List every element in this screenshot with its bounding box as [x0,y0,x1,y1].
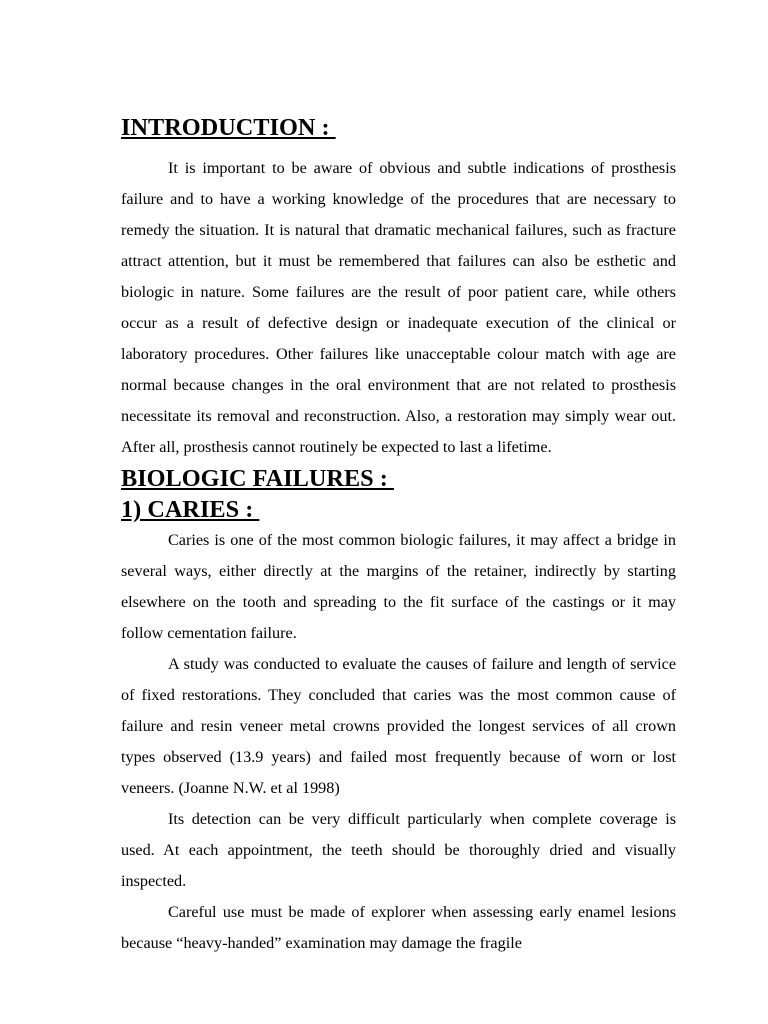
paragraph-caries-2: A study was conducted to evaluate the causes of failure and length of service of fixed restorations. They concluded that caries was the most common cause of failure and resin veneer metal crowns provided the longest services of all crown types observed (13.9 years) and failed most frequently because of worn or lost veneers. (Joanne N.W. et al 1998) [121,655,676,797]
paragraph-intro: It is important to be aware of obvious and subtle indications of prosthesis failure and to have a working knowledge of the procedures that are necessary to remedy the situation. It is natural that dramatic mechanical failures, such as fracture attract attention, but it must be remembered that failures can also be esthetic and biologic in nature. Some failures are the result of poor patient care, while others occur as a result of defective design or inadequate execution of the clinical or laboratory procedures. Other failures like unacceptable colour match with age are normal because changes in the oral environment that are not related to prosthesis necessitate its removal and reconstruction. Also, a restoration may simply wear out. After all, prosthesis cannot routinely be expected to last a lifetime. [121,159,676,456]
heading-caries: 1) CARIES : [121,496,260,523]
heading-introduction: INTRODUCTION : [121,114,336,141]
paragraph-caries-3: Its detection can be very difficult particularly when complete coverage is used. At each appointment, the teeth should be thoroughly dried and visually inspected. [121,810,676,890]
heading-biologic-failures: BIOLOGIC FAILURES : [121,465,394,492]
document-body [121,112,676,959]
paragraph-caries-1: Caries is one of the most common biologic failures, it may affect a bridge in several ways, either directly at the margins of the retainer, indirectly by starting elsewhere on the tooth and spreading to the fit surface of the castings or it may follow cementation failure. [121,531,676,642]
paragraph-caries-4: Careful use must be made of explorer when assessing early enamel lesions because “heavy-handed” examination may damage the fragile [121,903,676,952]
